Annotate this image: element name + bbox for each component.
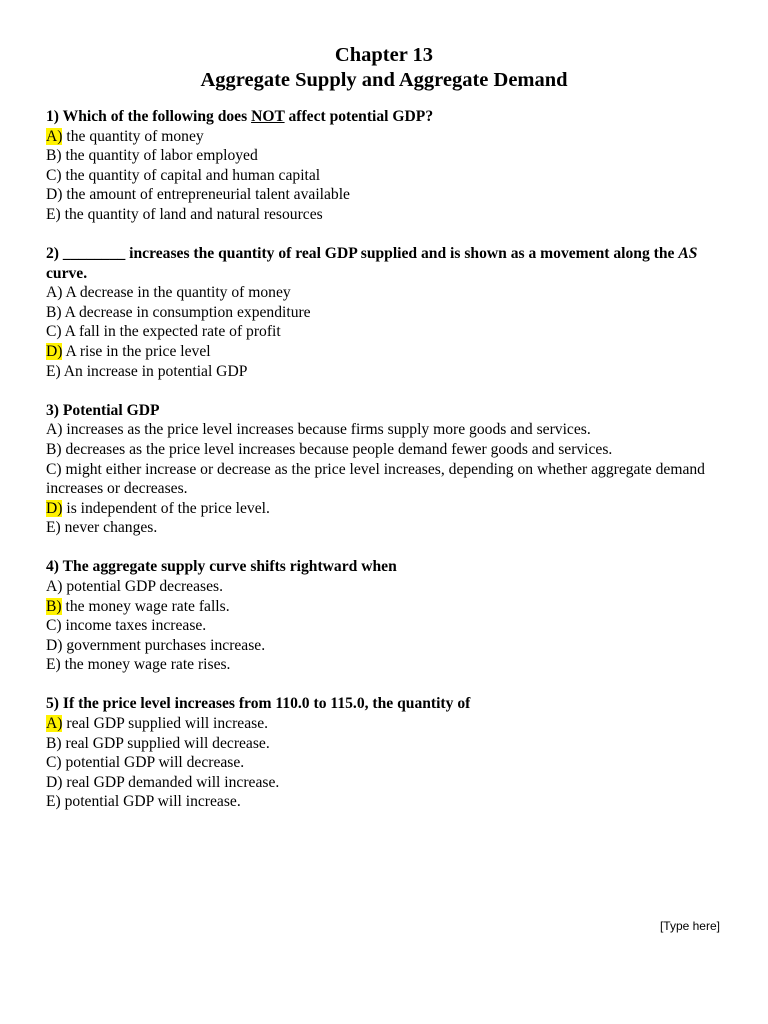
answer-option-b bbox=[46, 734, 726, 754]
question-number: 3) bbox=[46, 401, 59, 419]
answer-option-c bbox=[46, 460, 726, 499]
option-letter: A) bbox=[46, 715, 63, 733]
answer-option-b bbox=[46, 597, 726, 617]
answer-option-c bbox=[46, 166, 726, 186]
answer-option-e bbox=[46, 792, 726, 812]
question-number: 5) bbox=[46, 695, 59, 713]
option-letter: A) bbox=[46, 127, 63, 145]
option-text: income taxes increase. bbox=[65, 617, 207, 635]
option-letter: E) bbox=[46, 519, 61, 537]
answer-option-c bbox=[46, 322, 726, 342]
answer-option-b bbox=[46, 303, 726, 323]
answer-option-a bbox=[46, 714, 726, 734]
question-2 bbox=[46, 244, 726, 381]
question-4 bbox=[46, 557, 726, 675]
option-text: decreases as the price level increases because people demand fewer goods and services. bbox=[65, 440, 613, 458]
answer-option-d bbox=[46, 636, 726, 656]
answer-option-e bbox=[46, 655, 726, 675]
option-text: the quantity of land and natural resources bbox=[64, 205, 323, 223]
question-list bbox=[46, 107, 726, 832]
option-letter: D) bbox=[46, 636, 63, 654]
question-5 bbox=[46, 694, 726, 812]
option-text: potential GDP will increase. bbox=[64, 793, 241, 811]
stem-text: ________ increases the quantity of real GDP supplied and is shown as a movement along the bbox=[62, 245, 679, 263]
option-text: the quantity of labor employed bbox=[65, 147, 258, 165]
stem-emphasis: NOT bbox=[251, 108, 285, 125]
option-text: the money wage rate rises. bbox=[64, 656, 231, 674]
option-letter: D) bbox=[46, 343, 63, 361]
option-text: government purchases increase. bbox=[66, 636, 266, 654]
question-number: 2) bbox=[46, 245, 59, 263]
option-text: the amount of entrepreneurial talent available bbox=[66, 186, 350, 204]
chapter-heading bbox=[0, 43, 768, 93]
option-letter: A) bbox=[46, 577, 63, 595]
option-text: real GDP demanded will increase. bbox=[66, 773, 280, 791]
stem-text-end: curve. bbox=[46, 264, 88, 282]
option-text: A decrease in consumption expenditure bbox=[64, 303, 311, 321]
question-stem bbox=[46, 557, 726, 577]
option-letter: C) bbox=[46, 754, 62, 772]
option-text: A rise in the price level bbox=[65, 343, 211, 361]
question-number: 1) bbox=[46, 108, 59, 125]
option-letter: A) bbox=[46, 421, 63, 439]
footer-placeholder[interactable]: [Type here] bbox=[659, 919, 720, 933]
chapter-title: Aggregate Supply and Aggregate Demand bbox=[200, 69, 568, 91]
answer-option-a bbox=[46, 577, 726, 597]
option-text: increases as the price level increases because firms supply more goods and services. bbox=[66, 421, 591, 439]
question-stem bbox=[46, 244, 726, 283]
answer-option-e bbox=[46, 518, 726, 538]
question-stem bbox=[46, 401, 726, 421]
answer-option-a bbox=[46, 283, 726, 303]
answer-option-a bbox=[46, 127, 726, 147]
option-text: A fall in the expected rate of profit bbox=[64, 323, 281, 341]
question-stem bbox=[46, 694, 726, 714]
option-letter: D) bbox=[46, 499, 63, 517]
stem-text: Which of the following does bbox=[62, 108, 252, 125]
answer-option-c bbox=[46, 753, 726, 773]
option-letter: D) bbox=[46, 186, 63, 204]
option-text: potential GDP will decrease. bbox=[65, 754, 245, 772]
question-3 bbox=[46, 401, 726, 538]
question-number: 4) bbox=[46, 558, 59, 576]
option-letter: E) bbox=[46, 205, 61, 223]
option-letter: C) bbox=[46, 323, 62, 341]
option-letter: C) bbox=[46, 617, 62, 635]
answer-option-e bbox=[46, 362, 726, 382]
stem-text: Potential GDP bbox=[62, 401, 160, 419]
option-letter: E) bbox=[46, 656, 61, 674]
option-text: real GDP supplied will increase. bbox=[66, 715, 269, 733]
answer-option-d bbox=[46, 499, 726, 519]
option-letter: D) bbox=[46, 773, 63, 791]
stem-text-end: affect potential GDP? bbox=[284, 108, 434, 125]
option-text: the quantity of money bbox=[66, 127, 204, 145]
option-text: An increase in potential GDP bbox=[63, 362, 248, 380]
option-letter: B) bbox=[46, 147, 62, 165]
answer-option-d bbox=[46, 185, 726, 205]
option-letter: C) bbox=[46, 460, 62, 478]
answer-option-e bbox=[46, 205, 726, 225]
option-text: the quantity of capital and human capital bbox=[65, 166, 321, 184]
answer-option-d bbox=[46, 342, 726, 362]
option-letter: B) bbox=[46, 303, 62, 321]
option-text: never changes. bbox=[64, 519, 158, 537]
answer-option-b bbox=[46, 146, 726, 166]
option-letter: E) bbox=[46, 793, 61, 811]
question-1 bbox=[46, 107, 726, 225]
stem-emphasis: AS bbox=[678, 245, 698, 263]
option-letter: E) bbox=[46, 362, 61, 380]
option-text: the money wage rate falls. bbox=[65, 597, 230, 615]
option-letter: B) bbox=[46, 440, 62, 458]
stem-text: The aggregate supply curve shifts rightward when bbox=[62, 558, 397, 576]
answer-option-c bbox=[46, 616, 726, 636]
option-letter: B) bbox=[46, 597, 62, 615]
stem-text: If the price level increases from 110.0 to 115.0, the quantity of bbox=[62, 695, 471, 713]
option-letter: A) bbox=[46, 284, 63, 302]
question-stem bbox=[46, 107, 726, 127]
answer-option-d bbox=[46, 773, 726, 793]
option-text: is independent of the price level. bbox=[66, 499, 270, 517]
option-text: might either increase or decrease as the price level increases, depending on whether aggregate demand increases or decreases. bbox=[46, 460, 705, 498]
option-text: real GDP supplied will decrease. bbox=[65, 734, 270, 752]
option-letter: B) bbox=[46, 734, 62, 752]
option-letter: C) bbox=[46, 166, 62, 184]
option-text: potential GDP decreases. bbox=[66, 577, 223, 595]
answer-option-b bbox=[46, 440, 726, 460]
chapter-number: Chapter 13 bbox=[334, 44, 434, 66]
answer-option-a bbox=[46, 420, 726, 440]
option-text: A decrease in the quantity of money bbox=[65, 284, 291, 302]
